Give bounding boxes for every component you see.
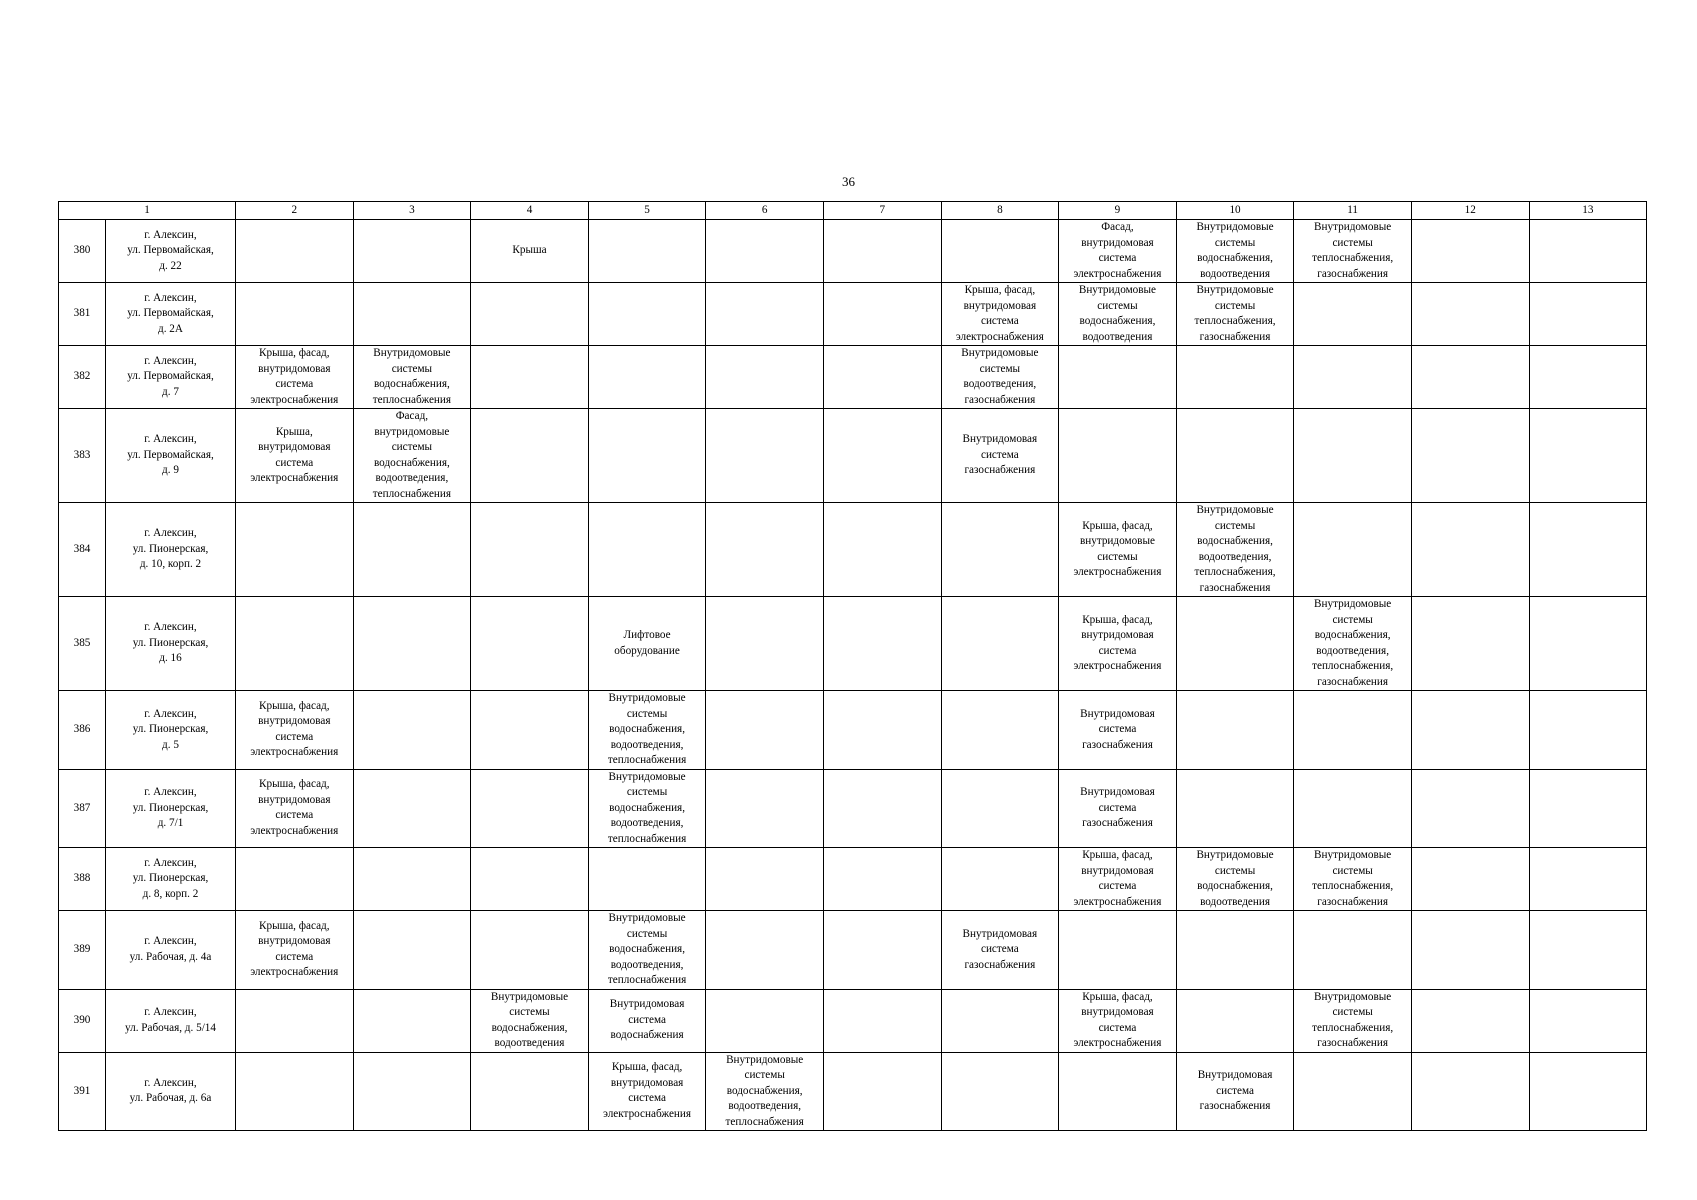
work-cell xyxy=(941,503,1059,597)
work-cell xyxy=(1294,691,1412,770)
work-cell xyxy=(236,597,354,691)
work-cell xyxy=(236,283,354,346)
work-cell xyxy=(588,503,706,597)
work-text: Крыша, фасад, внутридомовая система электроснабжения xyxy=(1073,990,1162,1049)
work-cell xyxy=(706,409,824,503)
row-number: 380 xyxy=(59,220,106,283)
work-cell xyxy=(1411,503,1529,597)
work-cell xyxy=(706,911,824,990)
address-text: г. Алексин, ул. Пионерская, д. 8, корп. 2 xyxy=(132,856,209,900)
address-cell xyxy=(106,911,236,990)
work-cell xyxy=(1294,848,1412,911)
address-text: г. Алексин, ул. Пионерская, д. 7/1 xyxy=(132,786,209,829)
work-cell xyxy=(353,1052,471,1131)
work-cell xyxy=(1294,503,1412,597)
work-cell xyxy=(1411,691,1529,770)
column-header: 8 xyxy=(941,202,1059,220)
work-text: Крыша, фасад, внутридомовая система электроснабжения xyxy=(1073,849,1162,908)
address-cell xyxy=(106,409,236,503)
work-cell xyxy=(1411,409,1529,503)
address-text: г. Алексин, ул. Пионерская, д. 5 xyxy=(132,707,209,751)
work-cell xyxy=(1411,769,1529,848)
row-number: 381 xyxy=(59,283,106,346)
work-text: Лифтовое оборудование xyxy=(614,629,680,657)
work-cell xyxy=(706,346,824,409)
work-text: Крыша, фасад, внутридомовая система электроснабжения xyxy=(1073,613,1162,672)
work-cell xyxy=(471,848,589,911)
work-text: Внутридомовая система газоснабжения xyxy=(1197,1069,1273,1112)
work-cell xyxy=(941,848,1059,911)
work-cell xyxy=(1176,346,1294,409)
work-cell xyxy=(1176,769,1294,848)
table-row xyxy=(59,848,1647,911)
work-cell xyxy=(353,346,471,409)
work-cell xyxy=(353,911,471,990)
address-text: г. Алексин, ул. Первомайская, д. 9 xyxy=(127,433,214,477)
table-row xyxy=(59,911,1647,990)
work-cell xyxy=(236,769,354,848)
address-text: г. Алексин, ул. Пионерская, д. 10, корп. 2 xyxy=(132,527,209,571)
work-cell xyxy=(1059,283,1177,346)
address-text: г. Алексин, ул. Первомайская, д. 22 xyxy=(127,228,214,272)
work-cell xyxy=(588,220,706,283)
row-number: 391 xyxy=(59,1052,106,1131)
work-cell xyxy=(588,769,706,848)
work-cell xyxy=(1411,1052,1529,1131)
row-number: 386 xyxy=(59,691,106,770)
row-number: 388 xyxy=(59,848,106,911)
work-cell xyxy=(706,989,824,1052)
work-cell xyxy=(1059,597,1177,691)
work-text: Внутридомовые системы водоснабжения, водоотведения, теплоснабжения, газоснабжения xyxy=(1194,504,1276,594)
column-header: 13 xyxy=(1529,202,1647,220)
work-cell xyxy=(353,691,471,770)
work-cell xyxy=(823,848,941,911)
address-text: г. Алексин, ул. Рабочая, д. 6а xyxy=(129,1076,212,1105)
work-cell xyxy=(1529,597,1647,691)
work-cell xyxy=(353,597,471,691)
address-text: г. Алексин, ул. Первомайская, д. 7 xyxy=(127,354,214,398)
work-cell xyxy=(588,848,706,911)
work-text: Внутридомовые системы теплоснабжения, газоснабжения xyxy=(1312,221,1394,280)
work-cell xyxy=(353,283,471,346)
work-text: Крыша, фасад, внутридомовая система электроснабжения xyxy=(250,778,339,837)
address-cell xyxy=(106,1052,236,1131)
work-text: Крыша, фасад, внутридомовая система электроснабжения xyxy=(603,1061,692,1120)
work-cell xyxy=(1411,283,1529,346)
work-cell xyxy=(1294,409,1412,503)
work-cell xyxy=(1176,911,1294,990)
work-text: Внутридомовая система газоснабжения xyxy=(1080,786,1155,829)
work-cell xyxy=(353,220,471,283)
work-cell xyxy=(588,597,706,691)
work-cell xyxy=(1176,989,1294,1052)
work-cell xyxy=(941,911,1059,990)
work-cell xyxy=(236,346,354,409)
work-text: Внутридомовые системы водоснабжения, водоотведения xyxy=(490,990,569,1049)
work-cell xyxy=(1294,283,1412,346)
work-cell xyxy=(941,691,1059,770)
work-cell xyxy=(236,409,354,503)
work-cell xyxy=(471,691,589,770)
work-cell xyxy=(471,911,589,990)
work-cell xyxy=(236,1052,354,1131)
work-cell xyxy=(1059,503,1177,597)
row-number: 383 xyxy=(59,409,106,503)
work-cell xyxy=(1411,989,1529,1052)
work-cell xyxy=(236,503,354,597)
work-cell xyxy=(353,989,471,1052)
work-cell xyxy=(1176,1052,1294,1131)
work-cell xyxy=(706,283,824,346)
work-text: Внутридомовые системы водоотведения, газоснабжения xyxy=(961,347,1039,406)
row-number: 387 xyxy=(59,769,106,848)
table-row xyxy=(59,691,1647,770)
work-text: Крыша, внутридомовая система электроснабжения xyxy=(250,425,339,484)
address-text: г. Алексин, ул. Рабочая, д. 5/14 xyxy=(125,1006,216,1034)
table-row xyxy=(59,409,1647,503)
table-row xyxy=(59,597,1647,691)
work-text: Внутридомовая система водоснабжения xyxy=(609,998,685,1042)
address-cell xyxy=(106,283,236,346)
work-text: Внутридомовая система газоснабжения xyxy=(1080,707,1155,751)
work-cell xyxy=(236,848,354,911)
work-cell xyxy=(1059,220,1177,283)
work-cell xyxy=(1059,848,1177,911)
work-cell xyxy=(1411,220,1529,283)
work-cell xyxy=(1529,409,1647,503)
work-cell xyxy=(1294,597,1412,691)
work-cell xyxy=(941,597,1059,691)
work-cell xyxy=(1294,1052,1412,1131)
work-cell xyxy=(471,769,589,848)
work-cell xyxy=(706,691,824,770)
work-text: Крыша, фасад, внутридомовые системы электроснабжения xyxy=(1073,519,1162,578)
column-header: 4 xyxy=(471,202,589,220)
work-cell xyxy=(471,1052,589,1131)
work-cell xyxy=(353,409,471,503)
work-cell xyxy=(588,346,706,409)
work-text: Крыша, фасад, внутридомовая система электроснабжения xyxy=(250,919,339,979)
work-cell xyxy=(1294,911,1412,990)
work-cell xyxy=(941,220,1059,283)
address-cell xyxy=(106,989,236,1052)
work-cell xyxy=(1059,769,1177,848)
work-text: Внутридомовые системы водоснабжения, водоотведения, теплоснабжения xyxy=(607,692,687,766)
work-text: Внутридомовые системы водоснабжения, водоотведения, теплоснабжения, газоснабжения xyxy=(1312,598,1394,688)
address-text: г. Алексин, ул. Пионерская, д. 16 xyxy=(132,621,209,665)
row-number: 389 xyxy=(59,911,106,990)
work-cell xyxy=(471,597,589,691)
work-cell xyxy=(823,503,941,597)
work-text: Внутридомовая система газоснабжения xyxy=(962,927,1038,971)
page-number: 36 xyxy=(842,174,855,189)
work-cell xyxy=(471,989,589,1052)
work-cell xyxy=(1294,220,1412,283)
column-header: 5 xyxy=(588,202,706,220)
work-text: Фасад, внутридомовая система электроснабжения xyxy=(1073,221,1162,280)
work-cell xyxy=(353,769,471,848)
work-cell xyxy=(941,283,1059,346)
table-row xyxy=(59,989,1647,1052)
table-row xyxy=(59,503,1647,597)
work-text: Крыша xyxy=(512,244,547,257)
work-cell xyxy=(588,409,706,503)
table-row xyxy=(59,1052,1647,1131)
work-cell xyxy=(1411,597,1529,691)
work-cell xyxy=(823,597,941,691)
work-cell xyxy=(471,503,589,597)
work-cell xyxy=(1059,989,1177,1052)
work-cell xyxy=(236,989,354,1052)
work-cell xyxy=(588,283,706,346)
work-text: Фасад, внутридомовые системы водоснабжения, водоотведения, теплоснабжения xyxy=(372,410,452,500)
work-text: Внутридомовые системы водоснабжения, водоотведения, теплоснабжения xyxy=(607,770,687,845)
work-cell xyxy=(706,503,824,597)
work-cell xyxy=(1176,220,1294,283)
work-cell xyxy=(941,1052,1059,1131)
work-cell xyxy=(588,1052,706,1131)
work-cell xyxy=(823,769,941,848)
work-cell xyxy=(1529,283,1647,346)
row-number: 384 xyxy=(59,503,106,597)
column-header: 2 xyxy=(236,202,354,220)
address-cell xyxy=(106,220,236,283)
work-text: Внутридомовые системы водоснабжения, водоотведения, теплоснабжения xyxy=(725,1053,804,1128)
work-text: Внутридомовые системы водоснабжения, водоотведения xyxy=(1196,849,1274,908)
work-cell xyxy=(1059,691,1177,770)
address-cell xyxy=(106,597,236,691)
row-number: 382 xyxy=(59,346,106,409)
work-cell xyxy=(823,283,941,346)
work-cell xyxy=(471,283,589,346)
work-cell xyxy=(1294,989,1412,1052)
work-cell xyxy=(1529,503,1647,597)
work-cell xyxy=(588,989,706,1052)
work-text: Внутридомовые системы водоснабжения, теплоснабжения xyxy=(372,347,452,406)
work-cell xyxy=(1529,989,1647,1052)
work-cell xyxy=(236,691,354,770)
work-cell xyxy=(471,346,589,409)
work-cell xyxy=(1176,283,1294,346)
work-cell xyxy=(588,911,706,990)
work-cell xyxy=(1529,346,1647,409)
address-cell xyxy=(106,848,236,911)
work-cell xyxy=(706,1052,824,1131)
work-cell xyxy=(706,769,824,848)
work-cell xyxy=(1059,911,1177,990)
table-row xyxy=(59,346,1647,409)
work-cell xyxy=(1529,848,1647,911)
work-cell xyxy=(1529,220,1647,283)
address-cell xyxy=(106,346,236,409)
work-cell xyxy=(706,597,824,691)
work-cell xyxy=(1176,848,1294,911)
work-cell xyxy=(823,1052,941,1131)
work-cell xyxy=(1176,597,1294,691)
work-cell xyxy=(471,220,589,283)
column-header: 11 xyxy=(1294,202,1412,220)
work-text: Внутридомовые системы теплоснабжения, газоснабжения xyxy=(1194,284,1276,343)
address-cell xyxy=(106,769,236,848)
work-cell xyxy=(823,409,941,503)
column-header: 10 xyxy=(1176,202,1294,220)
work-cell xyxy=(823,220,941,283)
table-row xyxy=(59,283,1647,346)
work-cell xyxy=(823,989,941,1052)
work-cell xyxy=(706,848,824,911)
work-text: Крыша, фасад, внутридомовая система электроснабжения xyxy=(250,347,339,406)
work-cell xyxy=(1529,691,1647,770)
column-header: 7 xyxy=(823,202,941,220)
repair-schedule-table xyxy=(58,201,1647,1131)
row-number: 385 xyxy=(59,597,106,691)
work-text: Внутридомовые системы теплоснабжения, газоснабжения xyxy=(1312,849,1394,908)
work-cell xyxy=(1059,1052,1177,1131)
work-cell xyxy=(941,409,1059,503)
address-cell xyxy=(106,503,236,597)
work-cell xyxy=(823,911,941,990)
work-cell xyxy=(941,346,1059,409)
work-text: Крыша, фасад, внутридомовая система электроснабжения xyxy=(955,284,1044,343)
work-cell xyxy=(1176,691,1294,770)
column-header: 3 xyxy=(353,202,471,220)
work-cell xyxy=(823,691,941,770)
address-text: г. Алексин, ул. Первомайская, д. 2А xyxy=(127,291,214,335)
work-cell xyxy=(353,848,471,911)
table-row xyxy=(59,220,1647,283)
work-text: Внутридомовая система газоснабжения xyxy=(962,433,1038,477)
work-cell xyxy=(236,911,354,990)
work-cell xyxy=(1411,346,1529,409)
work-cell xyxy=(471,409,589,503)
column-header: 6 xyxy=(706,202,824,220)
work-cell xyxy=(941,989,1059,1052)
work-cell xyxy=(353,503,471,597)
work-cell xyxy=(588,691,706,770)
header-row xyxy=(59,202,1647,220)
work-cell xyxy=(1176,503,1294,597)
work-text: Внутридомовые системы теплоснабжения, газоснабжения xyxy=(1312,990,1394,1049)
work-text: Крыша, фасад, внутридомовая система электроснабжения xyxy=(250,699,339,759)
work-cell xyxy=(1059,409,1177,503)
work-cell xyxy=(236,220,354,283)
work-cell xyxy=(1529,769,1647,848)
work-cell xyxy=(1411,848,1529,911)
address-cell xyxy=(106,691,236,770)
work-cell xyxy=(1176,409,1294,503)
address-text: г. Алексин, ул. Рабочая, д. 4а xyxy=(129,935,212,963)
work-cell xyxy=(1411,911,1529,990)
table-row xyxy=(59,769,1647,848)
work-cell xyxy=(1529,1052,1647,1131)
work-cell xyxy=(823,346,941,409)
work-cell xyxy=(706,220,824,283)
column-header: 12 xyxy=(1411,202,1529,220)
work-cell xyxy=(1529,911,1647,990)
column-header: 1 xyxy=(59,202,236,220)
row-number: 390 xyxy=(59,989,106,1052)
work-cell xyxy=(1294,769,1412,848)
work-cell xyxy=(1059,346,1177,409)
work-text: Внутридомовые системы водоснабжения, водоотведения xyxy=(1196,221,1274,280)
work-cell xyxy=(941,769,1059,848)
work-text: Внутридомовые системы водоснабжения, водоотведения, теплоснабжения xyxy=(607,912,687,986)
work-text: Внутридомовые системы водоснабжения, водоотведения xyxy=(1078,284,1157,343)
work-cell xyxy=(1294,346,1412,409)
column-header: 9 xyxy=(1059,202,1177,220)
